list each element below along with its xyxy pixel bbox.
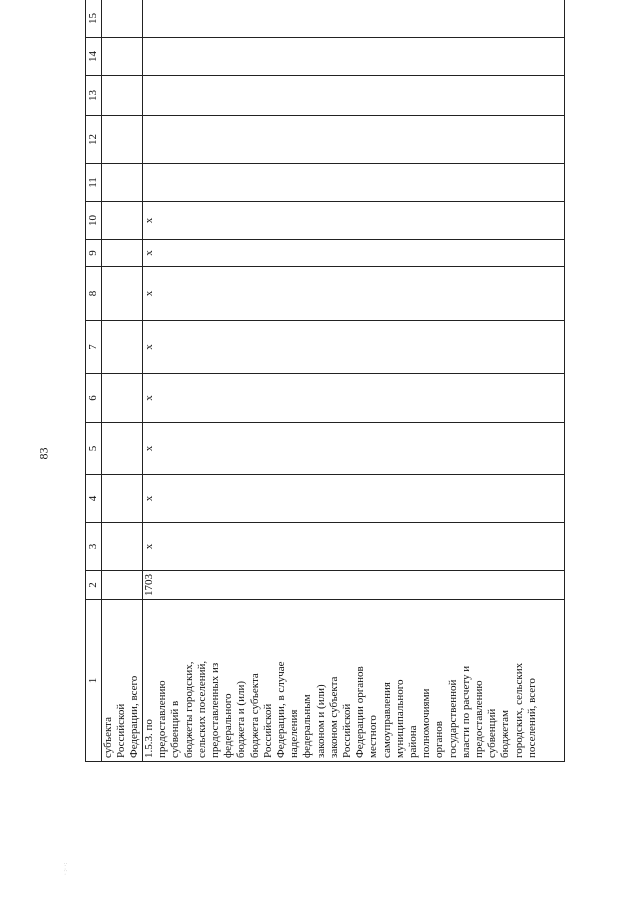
table-cell — [102, 76, 143, 116]
col-header-13: 13 — [86, 76, 102, 116]
text-line: государственной — [446, 679, 459, 758]
text-line: Российской — [115, 703, 128, 758]
text-line: законом субъекта — [327, 676, 340, 758]
table-cell — [102, 374, 143, 423]
text-line: сельских поселений, — [195, 660, 208, 758]
text-line: местного — [367, 715, 380, 758]
col-header-6: 6 — [86, 374, 102, 423]
text-line: субъекта — [102, 716, 114, 758]
text-line: муниципального — [393, 679, 406, 758]
col-header-2: 2 — [86, 571, 102, 600]
text-line: субвенций в — [169, 700, 182, 758]
text-line: самоуправления — [380, 682, 393, 758]
table-cell — [102, 423, 143, 475]
col-header-11: 11 — [86, 164, 102, 202]
text-line: городских, сельских — [512, 662, 525, 758]
col-header-3: 3 — [86, 523, 102, 571]
text-line: предоставлению — [156, 680, 169, 758]
text-line: предоставлению — [473, 680, 486, 758]
text-line: 1.5.3. по — [143, 719, 155, 758]
text-line: субвенций — [486, 708, 499, 758]
page-number: 83 — [36, 447, 51, 460]
mark-cell: x — [143, 321, 565, 374]
text-line: Федерации органов — [354, 666, 367, 758]
rotated-table-wrapper — [85, 13, 577, 762]
table-cell — [102, 240, 143, 267]
table-row-1-5-3 — [143, 0, 565, 762]
table-cell — [102, 523, 143, 571]
mark-cell: x — [143, 374, 565, 423]
text-line: Российской — [341, 703, 354, 758]
col-header-5: 5 — [86, 423, 102, 475]
text-line: предоставленных из — [209, 662, 222, 758]
mark-cell: x — [143, 202, 565, 240]
col-header-10: 10 — [86, 202, 102, 240]
text-line: законом и (или) — [314, 684, 327, 758]
table-cell — [143, 38, 565, 76]
table-cell — [102, 321, 143, 374]
text-line: бюджеты городских, — [182, 661, 195, 758]
table-cell — [102, 202, 143, 240]
text-line: полномочиями — [420, 688, 433, 758]
text-line: федеральным — [301, 694, 314, 758]
text-line: Федерации, в случае — [275, 661, 288, 758]
budget-table — [85, 0, 565, 762]
table-cell — [102, 38, 143, 76]
row-1-5-3-description — [143, 600, 565, 762]
col-header-8: 8 — [86, 267, 102, 321]
table-cell — [102, 475, 143, 523]
text-line: бюджета субъекта — [248, 673, 261, 758]
row-code: 1703 — [143, 571, 565, 600]
text-line: органов — [433, 721, 446, 758]
text-line: поселений, всего — [525, 678, 538, 758]
table-cell — [102, 116, 143, 164]
col-header-7: 7 — [86, 321, 102, 374]
table-cell — [143, 76, 565, 116]
text-line: бюджета и (или) — [235, 681, 248, 758]
table-cell — [143, 0, 565, 38]
text-line: власти по расчету и — [459, 665, 472, 758]
mark-cell: x — [143, 475, 565, 523]
text-line: района — [407, 725, 420, 758]
col-header-9: 9 — [86, 240, 102, 267]
table-cell — [143, 164, 565, 202]
scan-mark: · :· ·: — [63, 862, 70, 876]
table-cell — [143, 116, 565, 164]
table-cell — [102, 267, 143, 321]
text-line: бюджетам — [499, 710, 512, 758]
mark-cell: x — [143, 267, 565, 321]
table-row-continuation — [102, 0, 143, 762]
col-header-1: 1 — [86, 600, 102, 762]
table-cell — [102, 571, 143, 600]
header-row — [86, 0, 102, 762]
mark-cell: x — [143, 240, 565, 267]
text-line: Российской — [261, 703, 274, 758]
mark-cell: x — [143, 423, 565, 475]
text-line: Федерации, всего — [128, 675, 141, 758]
mark-cell: x — [143, 523, 565, 571]
text-line: федерального — [222, 693, 235, 758]
col-header-15: 15 — [86, 0, 102, 38]
col-header-14: 14 — [86, 38, 102, 76]
col-header-4: 4 — [86, 475, 102, 523]
row-continuation-text — [102, 600, 143, 762]
text-line: наделения — [288, 709, 301, 758]
table-cell — [102, 164, 143, 202]
col-header-12: 12 — [86, 116, 102, 164]
table-cell — [102, 0, 143, 38]
